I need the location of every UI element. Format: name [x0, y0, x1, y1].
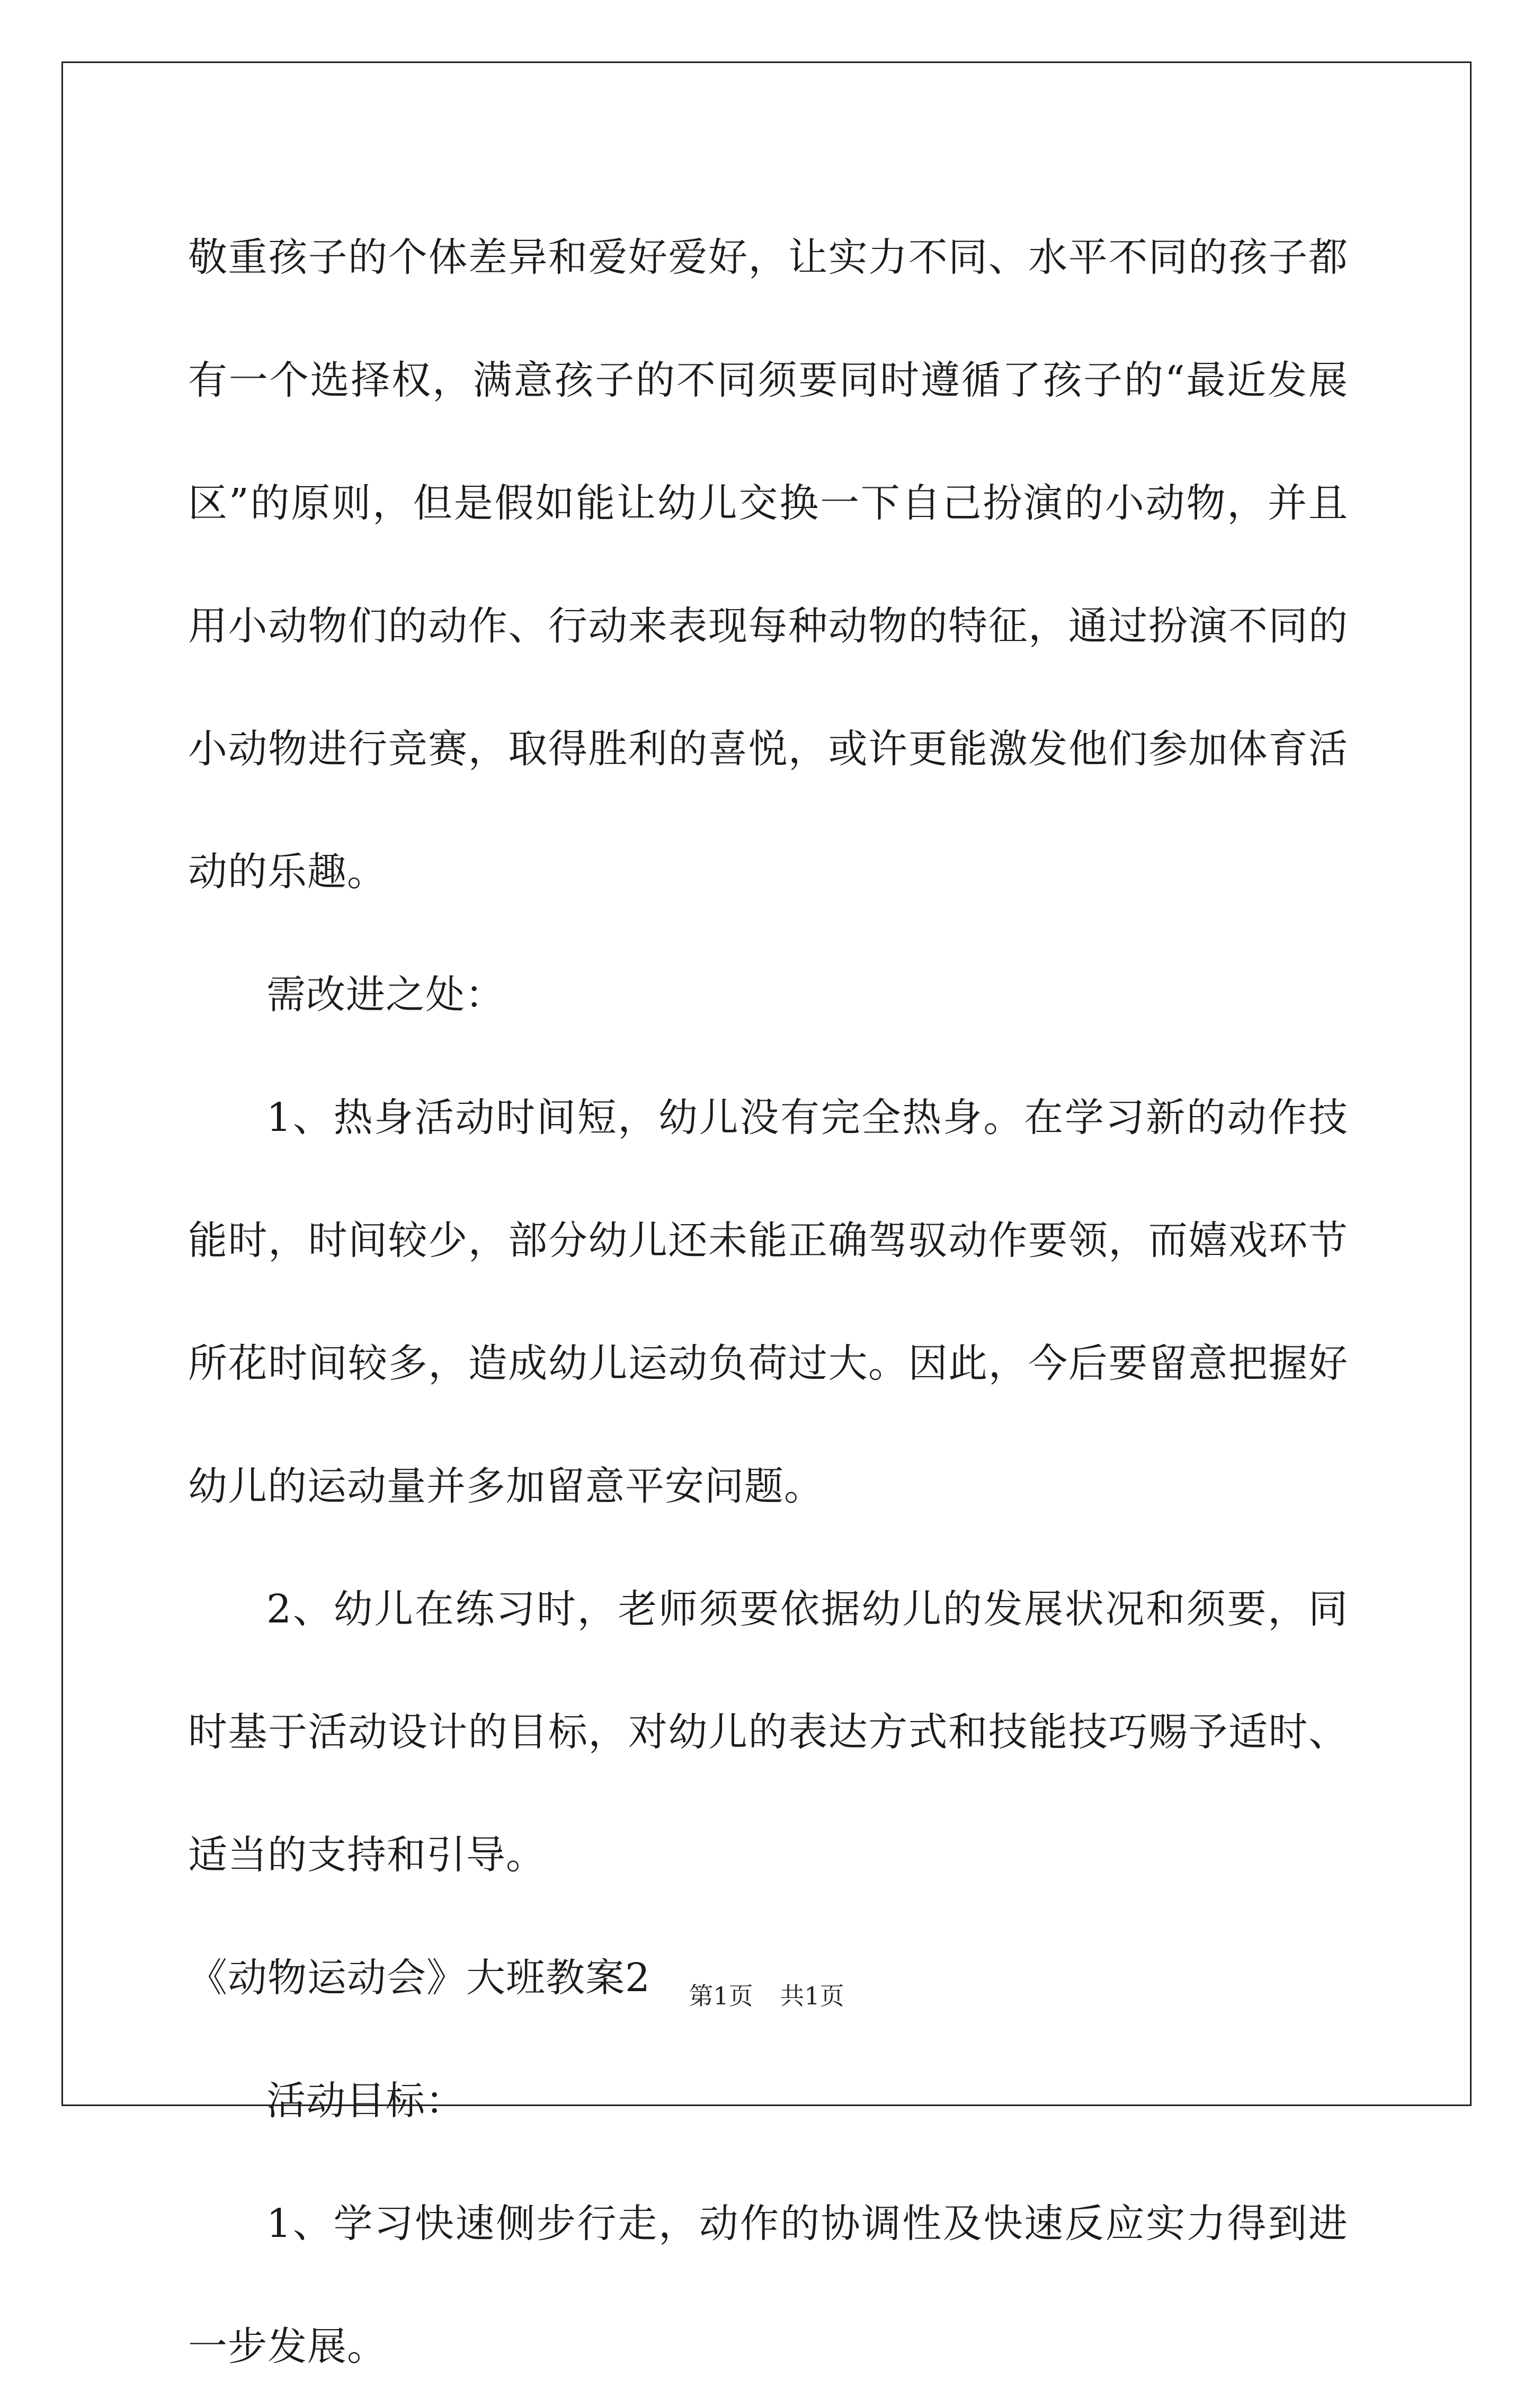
page-number: 第1页: [689, 1982, 753, 2010]
section-title: 《动物运动会》大班教案2: [188, 1955, 651, 2001]
page-total: 共1页: [780, 1982, 844, 2010]
document-body: [188, 196, 1348, 2408]
page-footer: [0, 1980, 1533, 2012]
paragraph-improvement-2: 2、幼儿在练习时，老师须要依据幼儿的发展状况和须要，同时基于活动设计的目标，对幼儿的表达方式和技能技巧赐予适时、适当的支持和引导。: [188, 1586, 1348, 1878]
paragraph-goal-1: 1、学习快速侧步行走，动作的协调性及快速反应实力得到进一步发展。: [188, 2201, 1348, 2369]
paragraph-continuation: 敬重孩子的个体差异和爱好爱好，让实力不同、水平不同的孩子都有一个选择权，满意孩子的不同须要同时遵循了孩子的“最近发展区”的原则，但是假如能让幼儿交换一下自己扮演的小动物，并且用小动物们的动作、行动来表现每种动物的特征，通过扮演不同的小动物进行竞赛，取得胜利的喜悦，或许更能激发他们参加体育活动的乐趣。: [188, 235, 1348, 895]
paragraph-improvements-heading: 需改进之处：: [266, 972, 505, 1018]
paragraph-improvement-1: 1、热身活动时间短，幼儿没有完全热身。在学习新的动作技能时，时间较少，部分幼儿还未能正确驾驭动作要领，而嬉戏环节所花时间较多，造成幼儿运动负荷过大。因此，今后要留意把握好幼儿的运动量并多加留意平安问题。: [188, 1095, 1348, 1509]
paragraph-goals-heading: 活动目标：: [266, 2078, 465, 2124]
